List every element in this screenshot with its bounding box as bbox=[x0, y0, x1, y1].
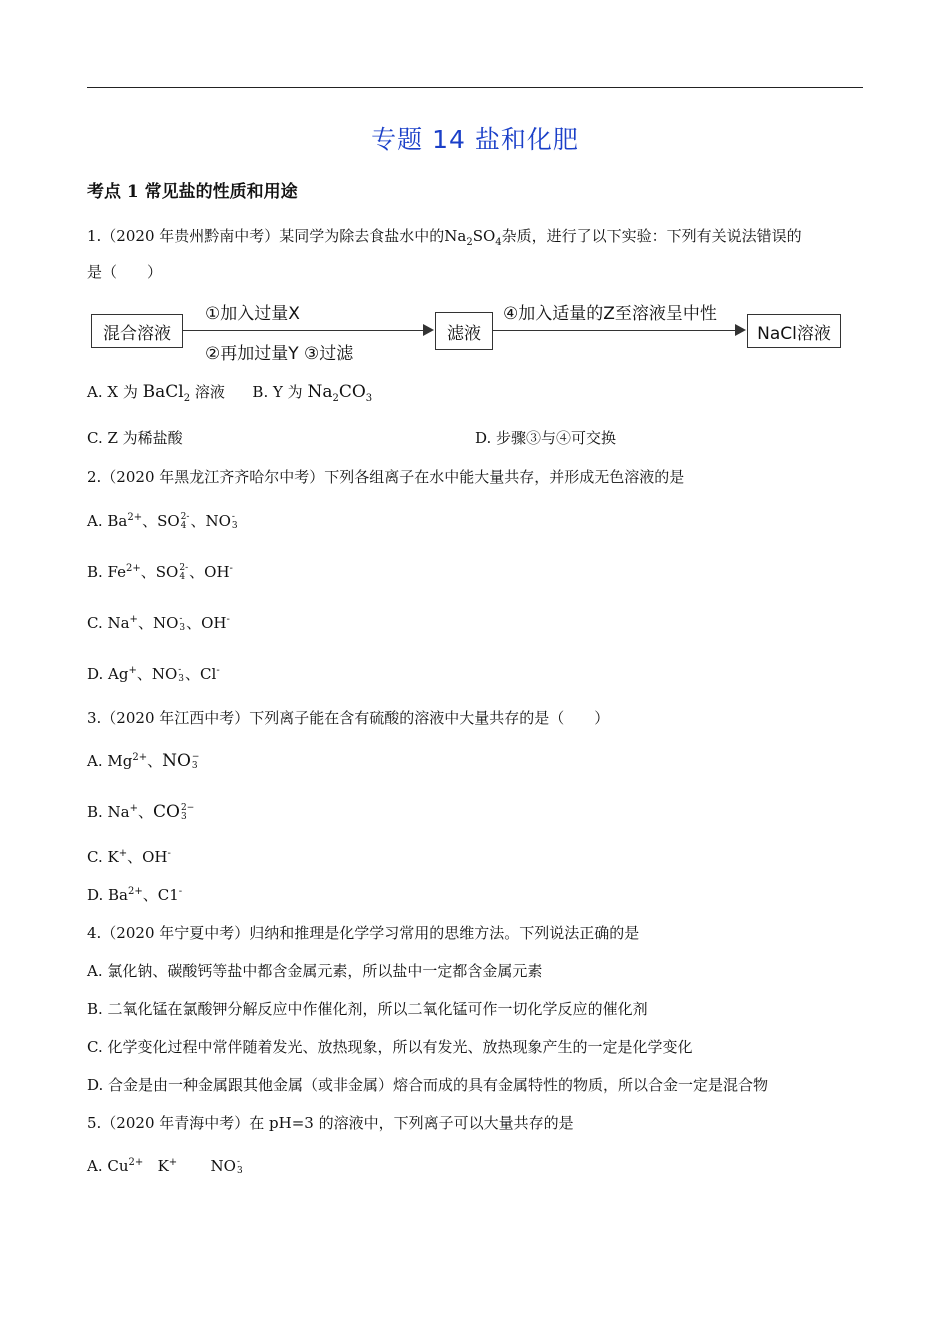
q2-b-part: B. Fe bbox=[87, 563, 127, 581]
q2-a-bot: 4 bbox=[180, 521, 187, 531]
q5-option-a bbox=[87, 1157, 244, 1176]
q3-a-sup: 2+ bbox=[132, 752, 148, 763]
flow-step2: ②再加过量Y ③过滤 bbox=[205, 344, 354, 364]
q2-option-d bbox=[87, 663, 220, 684]
q2-a-top: - bbox=[231, 512, 235, 522]
q5-a-part: K bbox=[143, 1157, 169, 1175]
q2-d-stack bbox=[178, 666, 184, 684]
flow-arrowhead-2 bbox=[735, 324, 746, 336]
q3-a-bot: 3 bbox=[191, 761, 198, 771]
q1-stem-part: 杂质，进行了以下实验：下列有关说法错误的 bbox=[501, 227, 802, 245]
q1-option-d: D. 步骤③与④可交换 bbox=[475, 429, 617, 447]
q2-c-part: 、OH bbox=[186, 614, 227, 632]
q3-d-part: D. Ba bbox=[87, 886, 128, 904]
q1-option-b-formula: CO bbox=[338, 382, 366, 402]
q2-c-stack bbox=[179, 615, 185, 633]
q5-a-part: A. Cu bbox=[87, 1157, 129, 1175]
q2-a-stack bbox=[232, 513, 238, 531]
flow-arrowhead-1 bbox=[423, 324, 434, 336]
q2-d-top: - bbox=[178, 665, 182, 675]
q5-a-sup: + bbox=[168, 1157, 178, 1168]
q1-stem bbox=[87, 225, 802, 248]
q1-sub: 4 bbox=[495, 237, 502, 248]
q2-a-bot: 3 bbox=[231, 521, 238, 531]
q4-option-b: B. 二氧化锰在氯酸钾分解反应中作催化剂，所以二氧化锰可作一切化学反应的催化剂 bbox=[87, 1000, 648, 1018]
q2-a-top: 2- bbox=[180, 512, 190, 522]
q2-d-part: 、NO bbox=[136, 665, 178, 683]
q2-a-sup: 2+ bbox=[127, 512, 143, 523]
q1-option-c: C. Z 为稀盐酸 bbox=[87, 429, 183, 447]
q4-stem: 4.（2020 年宁夏中考）归纳和推理是化学学习常用的思维方法。下列说法正确的是 bbox=[87, 924, 640, 942]
q3-d-sup: - bbox=[178, 886, 183, 897]
q2-b-part: 、OH bbox=[189, 563, 230, 581]
flow-arrow-1 bbox=[183, 330, 423, 331]
q2-a-stack bbox=[181, 513, 190, 531]
q2-d-bot: 3 bbox=[178, 674, 185, 684]
q1-option-a: A. X 为 bbox=[87, 383, 138, 401]
page-title: 专题 14 盐和化肥 bbox=[371, 125, 579, 154]
q1-stem-part: 1.（2020 年贵州黔南中考）某同学为除去食盐水中的Na bbox=[87, 227, 467, 245]
q2-c-top: - bbox=[179, 614, 183, 624]
q5-a-sup: 2+ bbox=[128, 1157, 144, 1168]
q2-option-c bbox=[87, 612, 230, 633]
flow-step4: ④加入适量的Z至溶液呈中性 bbox=[503, 304, 717, 324]
flow-arrow-2 bbox=[493, 330, 735, 331]
header-rule bbox=[87, 87, 863, 88]
q3-a-part: 、 bbox=[147, 752, 163, 770]
q3-b-part: B. Na bbox=[87, 803, 130, 821]
q3-c-sup: - bbox=[167, 848, 171, 859]
q1-options-ab bbox=[87, 381, 372, 404]
q3-b-part: 、 bbox=[138, 803, 154, 821]
q1-option-b-sub: 3 bbox=[365, 393, 373, 404]
q3-option-c bbox=[87, 846, 171, 867]
q2-b-part: 、SO bbox=[140, 563, 179, 581]
q2-c-bot: 3 bbox=[179, 623, 186, 633]
q5-stem: 5.（2020 年青海中考）在 pH=3 的溶液中，下列离子可以大量共存的是 bbox=[87, 1114, 574, 1132]
q3-option-b bbox=[87, 801, 195, 822]
q1-option-a-sub: 2 bbox=[183, 393, 191, 404]
q2-c-part: C. Na bbox=[87, 614, 130, 632]
q1-stem-part: SO bbox=[472, 227, 496, 245]
q3-c-part: 、OH bbox=[127, 848, 168, 866]
q2-stem: 2.（2020 年黑龙江齐齐哈尔中考）下列各组离子在水中能大量共存，并形成无色溶液的是 bbox=[87, 468, 685, 486]
q4-option-a: A. 氯化钠、碳酸钙等盐中都含金属元素，所以盐中一定都含金属元素 bbox=[87, 962, 543, 980]
section-heading: 考点 1 常见盐的性质和用途 bbox=[87, 182, 298, 202]
q1-sub: 2 bbox=[466, 237, 473, 248]
q3-b-bot: 3 bbox=[181, 812, 187, 822]
q3-c-part: C. K bbox=[87, 848, 119, 866]
q3-a-formula: NO bbox=[162, 751, 191, 771]
q5-a-bot: 3 bbox=[236, 1166, 243, 1176]
q2-d-sup: - bbox=[216, 665, 220, 676]
q2-c-sup: + bbox=[129, 614, 138, 625]
q2-d-part: D. Ag bbox=[87, 665, 129, 683]
q3-stem: 3.（2020 年江西中考）下列离子能在含有硫酸的溶液中大量共存的是（ ） bbox=[87, 709, 610, 727]
q3-b-stack bbox=[181, 804, 194, 822]
q2-b-top: 2- bbox=[179, 563, 189, 573]
q3-d-part: 、C1 bbox=[142, 886, 179, 904]
q1-stem-line2: 是（ ） bbox=[87, 263, 163, 281]
q3-b-sup: + bbox=[129, 803, 139, 814]
q4-option-d: D. 合金是由一种金属跟其他金属（或非金属）熔合而成的具有金属特性的物质，所以合金一定是混合物 bbox=[87, 1076, 769, 1094]
q3-a-part: A. Mg bbox=[87, 752, 133, 770]
q5-a-part: NO bbox=[177, 1157, 236, 1175]
q2-option-b bbox=[87, 561, 233, 582]
q2-b-bot: 4 bbox=[179, 572, 186, 582]
q3-a-stack bbox=[192, 753, 200, 771]
q2-c-part: 、NO bbox=[137, 614, 179, 632]
q3-option-d bbox=[87, 884, 182, 905]
q2-b-sup: - bbox=[229, 563, 233, 574]
flow-box-nacl: NaCl溶液 bbox=[747, 314, 841, 348]
q3-c-sup: + bbox=[118, 848, 128, 859]
q4-option-c: C. 化学变化过程中常伴随着发光、放热现象，所以有发光、放热现象产生的一定是化学变化 bbox=[87, 1038, 693, 1056]
q5-a-top: - bbox=[236, 1157, 241, 1167]
q3-option-a bbox=[87, 750, 200, 771]
flow-box-mixture: 混合溶液 bbox=[91, 314, 183, 348]
flow-box-filtrate: 滤液 bbox=[435, 312, 493, 350]
flow-step1: ①加入过量X bbox=[205, 304, 300, 324]
q2-option-a bbox=[87, 510, 239, 531]
q1-option-a-formula: BaCl bbox=[142, 382, 184, 402]
q2-b-sup: 2+ bbox=[126, 563, 141, 574]
q2-a-part: 、NO bbox=[190, 512, 231, 530]
q2-d-part: 、Cl bbox=[185, 665, 217, 683]
q2-a-part: 、SO bbox=[142, 512, 180, 530]
q5-a-stack bbox=[237, 1158, 243, 1176]
q3-b-formula: CO bbox=[153, 802, 180, 822]
q1-option-a-post: 溶液 bbox=[194, 383, 225, 401]
q1-option-b: B. Y 为 bbox=[252, 383, 303, 401]
q3-b-top: 2− bbox=[181, 803, 195, 813]
q2-d-sup: + bbox=[128, 665, 137, 676]
q3-a-top: − bbox=[191, 752, 200, 762]
q3-d-sup: 2+ bbox=[128, 886, 143, 897]
q1-option-b-formula: Na bbox=[307, 382, 333, 402]
q2-a-part: A. Ba bbox=[87, 512, 128, 530]
q1-option-b-sub: 2 bbox=[332, 393, 339, 404]
q2-b-stack bbox=[179, 564, 188, 582]
q2-c-sup: - bbox=[226, 614, 230, 625]
